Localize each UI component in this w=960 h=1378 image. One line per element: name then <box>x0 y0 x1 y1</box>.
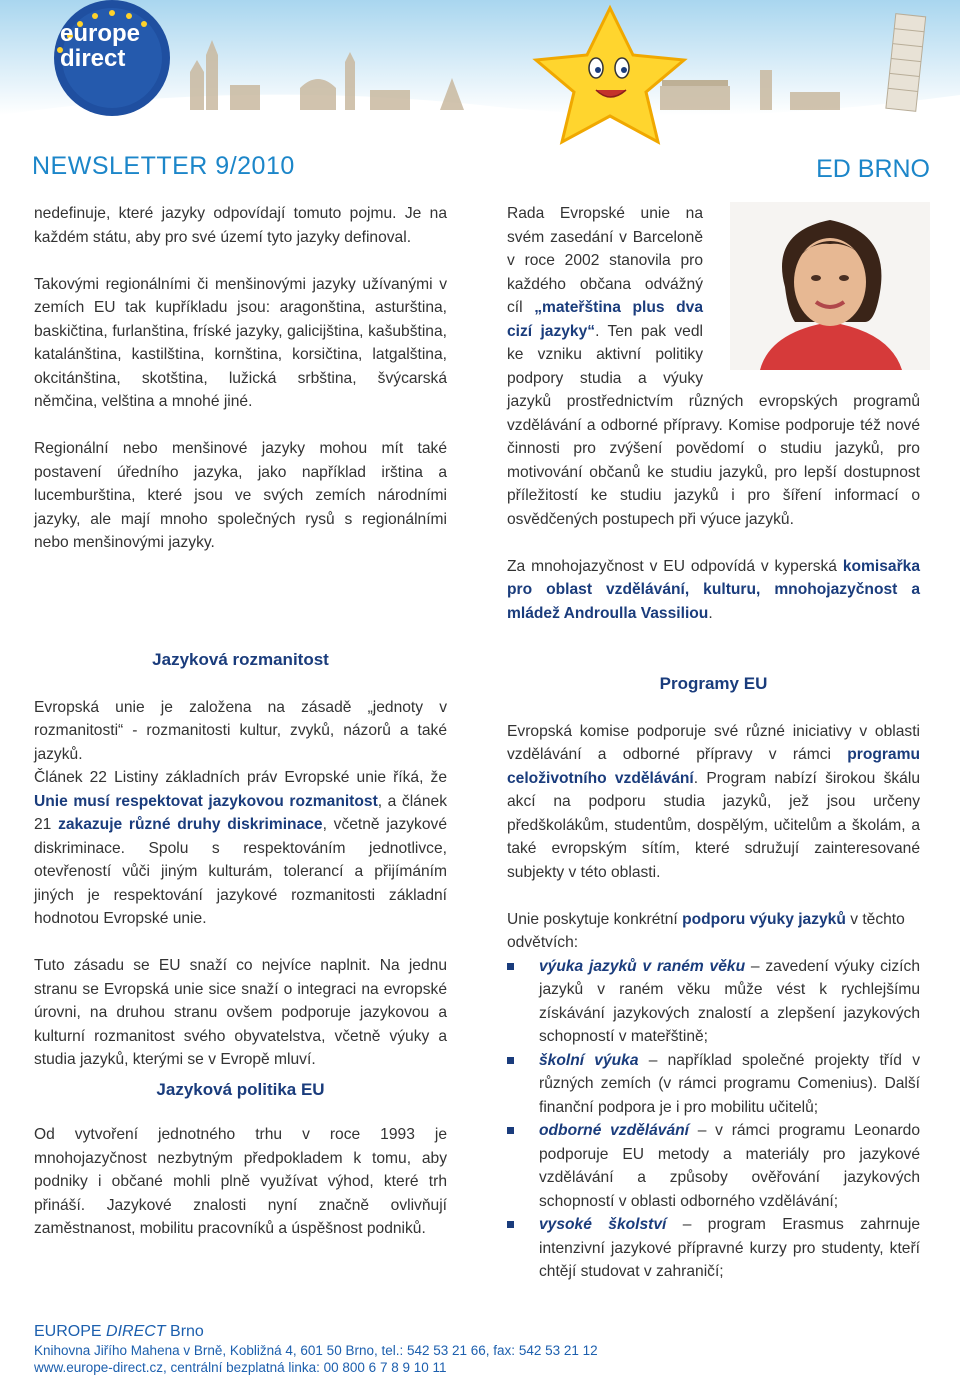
rp3-text-c: . Program nabízí širokou škálu akcí na podporu studia jazyků, jež jsou určeny předškolákům, studentům, dospělým, učitelům a školám, a také evropským sítím, které sdružují zainteresované subjekty v této oblasti. <box>507 769 920 881</box>
bullet-square-icon <box>507 1127 514 1134</box>
bullet-square-icon <box>507 1057 514 1064</box>
p5-highlight-d: zakazuje různé druhy diskriminace <box>58 816 323 833</box>
list-item <box>507 1049 920 1120</box>
bullet-text: – v rámci programu Leonardo podporuje EU metody a materiály pro jazykové vzdělávání a způsoby ověřování jazykových schopností v oblasti odborného vzdělávání; <box>539 1122 920 1210</box>
right-column-bottom <box>507 672 920 1284</box>
heading-jazykova-rozmanitost: Jazyková rozmanitost <box>152 650 329 669</box>
footer-org-a: EUROPE <box>34 1323 107 1340</box>
rp1-highlight-b: „mateřština plus dva cizí jazyky“ <box>507 299 703 340</box>
right-paragraph-2 <box>507 555 920 626</box>
p5-highlight-b: Unie musí respektovat jazykovou rozmanitost <box>34 792 378 810</box>
footer-address: Knihovna Jiřího Mahena v Brně, Kobližná 4, 601 50 Brno, tel.: 542 53 21 66, fax: 542 53 21 12 <box>34 1343 598 1358</box>
footer-org-b: DIRECT <box>106 1323 166 1340</box>
rp4-highlight-b: podporu výuky jazyků <box>682 910 846 928</box>
bullet-term: odborné vzdělávání <box>539 1122 689 1139</box>
left-paragraph-4: Evropská unie je založena na zásadě „jednoty v rozmanitosti“ - rozmanitosti kultur, zvyků, názorů a také jazyků. <box>34 698 447 763</box>
footer-web-link[interactable]: www.europe-direct.cz, centrální bezplatná linka: 00 800 6 7 8 9 10 11 <box>34 1360 447 1375</box>
list-item <box>507 955 920 1049</box>
logo-line1: europe <box>60 20 141 47</box>
rp2-text-c: . <box>708 604 713 622</box>
right-column-top <box>507 202 920 625</box>
logo-text <box>60 22 140 72</box>
rp1-text-a: Rada Evropské unie na svém zasedání v Barceloně v roce 2002 stanovila pro každého občana odvážný cíl <box>507 205 703 316</box>
rp2-highlight-b: komisařka pro oblast vzdělávání, kulturu, mnohojazyčnost a mládež Androulla Vassiliou <box>507 557 920 622</box>
bullet-square-icon <box>507 1221 514 1228</box>
right-paragraph-3 <box>507 720 920 885</box>
list-item <box>507 1213 920 1284</box>
rp4-text-a: Unie poskytuje konkrétní <box>507 910 683 928</box>
bullet-term: vysoké školství <box>539 1216 667 1233</box>
heading-programy-eu: Programy EU <box>659 674 768 693</box>
left-paragraph-1: nedefinuje, které jazyky odpovídají tomuto pojmu. Je na každém státu, aby pro své území tyto jazyky definoval. <box>34 205 447 246</box>
bullet-square-icon <box>507 963 514 970</box>
left-paragraph-7: Od vytvoření jednotného trhu v roce 1993 je mnohojazyčnost nezbytným předpokladem k tomu, aby podniky i občané mohli plně využívat výhod, které trh přináší. Jazykové znalosti nyní značně ovlivňují zaměstnanost, mobilitu pracovníků a úspěšnost podniků. <box>34 1126 447 1237</box>
p5-text-c: , a článek 21 <box>34 792 448 833</box>
bullet-term: školní výuka <box>539 1051 639 1069</box>
support-bullet-list <box>507 955 920 1284</box>
rp2-text-a: Za mnohojazyčnost v EU odpovídá v kyperská <box>507 557 843 575</box>
bullet-term: výuka jazyků v raném věku <box>539 957 746 975</box>
p5-text-e: , včetně jazykové diskriminace. Spolu s respektováním jednotlivce, otevřeností vůči jiným kulturám, tolerancí a přijímáním jiných je respektování jazykové rozmanitosti základní hodnotou Evropské unie. <box>34 816 447 927</box>
heading-jazykova-politika: Jazyková politika EU <box>156 1079 325 1099</box>
logo-line2: direct <box>60 45 126 72</box>
footer <box>34 1322 598 1376</box>
photo-float-spacer <box>715 202 920 378</box>
left-column-top <box>34 202 447 555</box>
bullet-text: – zavedení výuky cizích jazyků v raném věku může vést k rychlejšímu získávání jazykových znalostí a zlepšení jazykových schopností v mateřštině; <box>539 957 920 1045</box>
rp3-text-a: Evropská komise podporuje své různé iniciativy v oblasti vzdělávání a odborné přípravy v rámci <box>507 722 920 763</box>
footer-org-c: Brno <box>165 1323 204 1340</box>
header-banner <box>0 0 960 150</box>
left-paragraph-5 <box>34 766 447 931</box>
office-title: ED BRNO <box>816 155 930 183</box>
p5-text-a: Článek 22 Listiny základních práv Evropské unie říká, že <box>34 769 447 786</box>
right-paragraph-4 <box>507 908 920 955</box>
right-paragraph-1 <box>507 202 920 531</box>
bullet-text: – například společné projekty tříd v různých zemích (v rámci programu Comenius). Další finanční podpora je i pro mobilitu učitelů; <box>539 1051 920 1116</box>
left-column-bottom <box>34 648 447 1241</box>
list-item <box>507 1119 920 1213</box>
left-paragraph-2: Takovými regionálními či menšinovými jazyky užívanými v zemích EU tak kupříkladu jsou: aragonština, asturština, baskičtina, furlanština, fríské jazyky, galicijština, kašubština, katalánština, kastilština, kornština, korsičtina, latgalština, okcitánština, skotština, lužická srbština, švýcarská němčina, velština a mnohé jiné. <box>34 275 447 410</box>
left-paragraph-3: Regionální nebo menšinové jazyky mohou mít také postavení úředního jazyka, jako například irština a lucemburština, které jsou ve svých zemích národními jazyky, ale mají mnoho společných rysů s regionálními nebo menšinovými jazyky. <box>34 440 447 551</box>
rp3-highlight-b: programu celoživotního vzdělávání <box>507 746 920 787</box>
rp1-text-c: . Ten pak vedl ke vzniku aktivní politiky podpory studia a výuky jazyků prostřednictvím různých evropských programů vzdělávání a odborné přípravy. Komise podporuje též nové činnosti pro zvýšení povědomí o studiu jazyků, pro motivování občanů ke studiu jazyků, pro lepší dostupnost příležitostí ke studiu jazyků i pro šíření informací o osvědčených postupech při výuce jazyků. <box>507 322 920 528</box>
bullet-text: – program Erasmus zahrnuje intenzivní jazykové přípravné kurzy pro studenty, kteří chtějí studovat v zahraničí; <box>539 1216 920 1280</box>
newsletter-title: NEWSLETTER 9/2010 <box>32 152 295 180</box>
left-paragraph-6: Tuto zásadu se EU snaží co nejvíce naplnit. Na jednu stranu se Evropská unie sice snaží o integraci na evropské úrovni, na druhou stranu ovšem podporuje jazykovou a kulturní rozmanitost svého obyvatelstva, včetně výuky a studia jazyků, kterými se v Evropě mluví. <box>34 957 447 1068</box>
footer-org <box>34 1322 598 1342</box>
rp4-text-c: v těchto odvětvích: <box>507 910 905 951</box>
banner-graphic <box>0 0 960 150</box>
